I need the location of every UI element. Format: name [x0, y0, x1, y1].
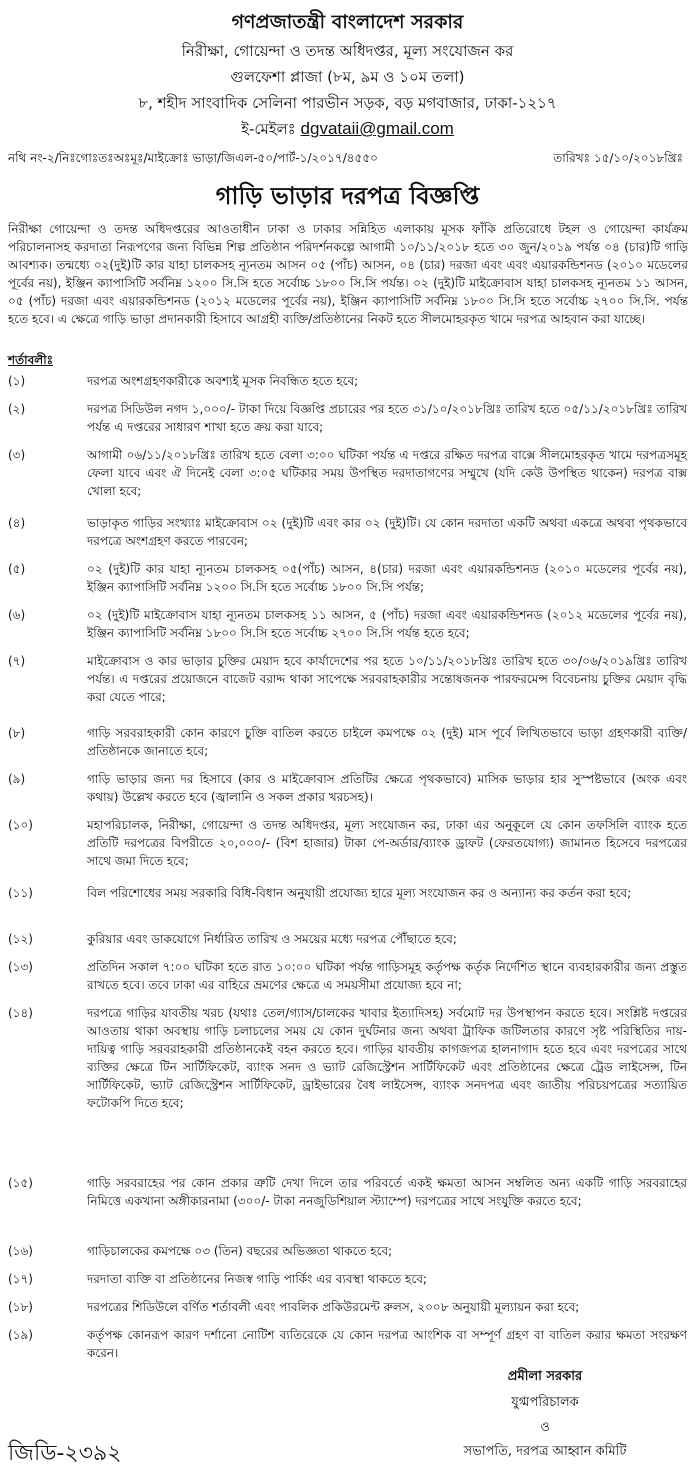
- term-number: (১৯): [8, 1328, 33, 1342]
- term-text: বিল পরিশোধের সময় সরকারি বিধি-বিধান অনুযায়ী প্রযোজ্য হারে মূল্য সংযোজন কর ও অন্যান্য কর কর্তন করা হবে;: [87, 886, 632, 900]
- term-number: (১৩): [8, 960, 33, 974]
- email-link[interactable]: dgvataii@gmail.com: [300, 119, 454, 138]
- term-number: (৭): [8, 654, 26, 668]
- term-number: (৮): [8, 726, 26, 740]
- term-number: (৬): [8, 608, 26, 622]
- term-text: দরপত্রের শিডিউলে বর্ণিত শর্তাবলী এবং পাবলিক প্রকিউরমেন্ট রুলস, ২০০৮ অনুযায়ী মূল্যায়ন করা হবে;: [87, 1300, 580, 1314]
- term-number: (১৫): [8, 1176, 33, 1190]
- term-number: (২): [8, 402, 26, 416]
- signatory-name: প্রমীলা সরকার: [507, 1369, 583, 1384]
- signatory-designation: যুগ্মপরিচালক: [511, 1395, 579, 1410]
- term-text: ভাড়াকৃত গাড়ির সংখ্যাঃ মাইক্রোবাস ০২ (দুই)টি এবং কার ০২ (দুই)টি। যে কোন দরদাতা একটি অথবা একত্রে অথবা পৃথকভাবে দরপত্রে অংশগ্রহণ করতে পারবেন;: [87, 516, 687, 548]
- term-text: দরপত্রে গাড়ির যাবতীয় খরচ (যথাঃ তেল/গ্যাস/চালকের খাবার ইত্যাদিসহ) সর্বমোট দর উপস্থাপন করতে হবে। সংশ্লিষ্ট দপ্তরের আওতায় থাকা অবস্থায় গাড়ি চলাচলের সময় যে কোন দুর্ঘটনার জন্য অথবা ট্রাফিক জটিলতার কারণে সৃষ্ট পরিস্থিতির দায়-দায়িত্ব গাড়ি সরবরাহকারী প্রতিষ্ঠানকেই বহন করতে হবে। গাড়ির যাবতীয় কাগজপত্র হালনাগাদ হতে হবে এবং দরপত্রের সাথে ব্যক্তির ক্ষেত্রে টিন সার্টিফিকেট, ব্যাংক সনদ ও ভ্যাট রেজিস্ট্রেশন সার্টিফিকেট এবং প্রতিষ্ঠানের ক্ষেত্রে ট্রেড লাইসেন্স, টিন সার্টিফিকেট, ভ্যাট রেজিস্ট্রেশন সার্টিফিকেট, ড্রাইভারের বৈধ লাইসেন্স, ব্যাংক সনদপত্র এবং জাতীয় পরিচয়পত্রের সত্যায়িত ফটোকপি দিতে হবে;: [87, 1006, 687, 1110]
- term-text: দরপত্র সিডিউল নগদ ১,০০০/- টাকা দিয়ে বিজ্ঞপ্তি প্রচারের পর হতে ৩১/১০/২০১৮খ্রিঃ তারিখ হতে ০৫/১১/২০১৮খ্রিঃ তারিখ পর্যন্ত এ দপ্তরের সাধারণ শাখা হতে ক্রয় করা যাবে;: [87, 402, 687, 434]
- term-number: (৫): [8, 562, 26, 576]
- term-number: (১১): [8, 886, 33, 900]
- term-text: আগামী ০৬/১১/২০১৮খ্রিঃ তারিখ হতে বেলা ৩:০০ ঘটিকা পর্যন্ত এ দপ্তরে রক্ষিত দরপত্র বাক্সে সীলমোহরকৃত খামে দরপত্রসমূহ ফেলা যাবে এবং ঐ দিনেই বেলা ৩:০৫ ঘটিকার সময় উপস্থিত দরদাতাগণের সম্মুখে (যদি কেউ উপস্থিত থাকেন) দরপত্র বাক্স খোলা হবে;: [87, 448, 687, 498]
- term-text: মহাপরিচালক, নিরীক্ষা, গোয়েন্দা ও তদন্ত অধিদপ্তর, মূল্য সংযোজন কর, ঢাকা এর অনুকূলে যে কোন তফসিলি ব্যাংক হতে প্রতিটি দরপত্রের বিপরীতে ২০,০০০/- (বিশ হাজার) টাকা পে-অর্ডার/ব্যাংক ড্রাফট (ফেরতযোগ্য) জামানত হিসেবে দরপত্রের সাথে জমা দিতে হবে;: [87, 818, 687, 868]
- term-text: দরদাতা ব্যক্তি বা প্রতিষ্ঠানের নিজস্ব গাড়ি পার্কিং এর ব্যবস্থা থাকতে হবে;: [87, 1272, 427, 1286]
- term-number: (১২): [8, 932, 33, 946]
- term-text: ০২ (দুই)টি মাইক্রোবাস যাহা ন্যূনতম চালকসহ ১১ আসন, ৫ (পাঁচ) দরজা এবং এয়ারকন্ডিশনড (২০১২ মডেলের পূর্বের নয়), ইঞ্জিন ক্যাপাসিটি সর্বনিম্ন ১৮০০ সি.সি হতে সর্বোচ্চ ২৭০০ সি.সি পর্যন্ত হতে হবে;: [87, 608, 687, 640]
- term-number: (১৭): [8, 1272, 33, 1286]
- term-text: প্রতিদিন সকাল ৭:০০ ঘটিকা হতে রাত ১০:০০ ঘটিকা পর্যন্ত গাড়িসমূহ কর্তৃপক্ষ কর্তৃক নির্দেশিত স্থানে ব্যবহারকারীর জন্য প্রস্তুত রাখতে হবে। তবে ঢাকা এর বাহিরে ভ্রমণের ক্ষেত্রে এ সময়সীমা প্রযোজ্য হবে না;: [87, 960, 687, 992]
- term-text: কুরিয়ার এবং ডাকযোগে নির্ধারিত তারিখ ও সময়ের মধ্যে দরপত্র পৌঁছাতে হবে;: [87, 932, 457, 946]
- header-building: গুলফেশা প্লাজা (৮ম, ৯ম ও ১০ম তলা): [230, 68, 465, 86]
- term-text: ০২ (দুই)টি কার যাহা ন্যূনতম চালকসহ ০৫(পাঁচ) আসন, ৪(চার) দরজা এবং এয়ারকন্ডিশনড (২০১০ মডেলের পূর্বের নয়), ইঞ্জিন ক্যাপাসিটি সর্বনিম্ন ১২০০ সি.সি হতে সর্বোচ্চ ১৮০০ সি.সি পর্যন্ত;: [87, 562, 687, 594]
- notice-date: তারিখঃ ১৫/১০/২০১৮খ্রিঃ: [553, 151, 683, 165]
- term-text: গাড়ি সরবরাহের পর কোন প্রকার ত্রুটি দেখা দিলে তার পরিবর্তে একই ক্ষমতা আসন সম্বলিত অন্য একটি গাড়ি সরবরাহের নিমিত্তে একখানা অঙ্গীকারনামা (৩০০/- টাকা ননজুডিশিয়াল স্ট্যাম্পে) দরপত্রের সাথে সংযুক্তি করতে হবে;: [87, 1176, 687, 1208]
- signatory-role: সভাপতি, দরপত্র আহ্বান কমিটি: [463, 1444, 627, 1459]
- term-text: দরপত্র অংশগ্রহণকারীকে অবশ্যই মূসক নিবন্ধিত হতে হবে;: [87, 374, 359, 388]
- term-number: (১৬): [8, 1244, 33, 1258]
- email-label: ই-মেইলঃ: [241, 120, 296, 138]
- notice-title: গাড়ি ভাড়ার দরপত্র বিজ্ঞপ্তি: [215, 182, 480, 210]
- gd-number: জিডি-২৩৯২: [8, 1441, 122, 1466]
- intro-paragraph: নিরীক্ষা গোয়েন্দা ও তদন্ত অধিদপ্তরের আওতাধীন ঢাকা ও ঢাকার সন্নিহিত এলাকায় মূসক ফাঁকি প্রতিরোধে টহল ও গোয়েন্দা কার্যক্রম পরিচালনাসহ করদাতা নিরূপণের জন্য বিভিন্ন শিল্প প্রতিষ্ঠান পরিদর্শনকল্পে আগামী ১০/১১/২০১৮ হতে ৩০ জুন/২০১৯ পর্যন্ত ০৪ (চার)টি গাড়ি আবশ্যক। তন্মধ্যে ০২(দুই)টি কার যাহা চালকসহ ন্যূনতম আসন ০৫ (পাঁচ) আসন, ০৪ (চার) দরজা এবং এবং এয়ারকন্ডিশনড (২০১০ মডেলের পূর্বের নয়), ইঞ্জিন ক্যাপাসিটি সর্বনিম্ন ১২০০ সি.সি হতে সর্বোচ্চ ১৮০০ সি.সি পর্যন্ত। ০২ (দুই)টি মাইক্রোবাস যাহা চালকসহ ন্যূনতম ১১ আসন, ০৫ (পাঁচ) দরজা এবং এয়ারকন্ডিশনড (২০১২ মডেলের পূর্বের নয়), ইঞ্জিন ক্যাপাসিটি সর্বনিম্ন ১৮০০ সি.সি হতে সর্বোচ্চ ২৭০০ সি.সি. পর্যন্ত হতে হবে। এ ক্ষেত্রে গাড়ি ভাড়া প্রদানকারী হিসাবে আগ্রহী ব্যক্তি/প্রতিষ্ঠানের নিকট হতে সীলমোহরকৃত খামে দরপত্র আহবান করা যাচ্ছে।: [8, 222, 688, 326]
- terms-heading: শর্তাবলীঃ: [8, 353, 54, 367]
- reference-number: নথি নং-২/নিঃগোঃতঃঅঃমূঃ/মাইক্রোঃ ভাড়া/জিএল-৫০/পার্ট-১/২০১৭/৪৫৫০: [8, 151, 378, 165]
- term-number: (৪): [8, 516, 26, 530]
- header-department: নিরীক্ষা, গোয়েন্দা ও তদন্ত অধিদপ্তর, মূল্য সংযোজন কর: [181, 42, 514, 60]
- term-text: গাড়ি ভাড়ার জন্য দর হিসাবে (কার ও মাইক্রোবাস প্রতিটির ক্ষেত্রে পৃথকভাবে) মাসিক ভাড়ার হার সুস্পষ্টভাবে (অংক এবং কথায়) উল্লেখ করতে হবে (জ্বালানি ও সকল প্রকার খরচসহ)।: [87, 772, 687, 804]
- term-number: (৩): [8, 448, 26, 462]
- term-text: মাইক্রোবাস ও কার ভাড়ার চুক্তির মেয়াদ হবে কার্যাদেশের পর হতে ১০/১১/২০১৮খ্রিঃ তারিখ হতে ৩০/০৬/২০১৯খ্রিঃ তারিখ পর্যন্ত। এ দপ্তরের প্রয়োজনে বাজেট বরাদ্দ থাকা সাপেক্ষে সরবরাহকারীর সন্তোষজনক পারফরমেন্স বিবেচনায় চুক্তির মেয়াদ বৃদ্ধি করা যেতে পারে;: [87, 654, 687, 704]
- term-number: (১): [8, 374, 26, 388]
- header-government: গণপ্রজাতন্ত্রী বাংলাদেশ সরকার: [231, 11, 464, 33]
- term-number: (১৪): [8, 1006, 33, 1020]
- signatory-conjunction: ও: [540, 1420, 550, 1435]
- header-email-line: [0, 118, 695, 143]
- term-text: গাড়ি সরবরাহকারী কোন কারণে চুক্তি বাতিল করতে চাইলে কমপক্ষে ০২ (দুই) মাস পূর্বে লিখিতভাবে ভাড়া গ্রহণকারী ব্যক্তি/প্রতিষ্ঠানকে জানাতে হবে;: [87, 726, 687, 758]
- term-text: কর্তৃপক্ষ কোনরূপ কারণ দর্শানো নোটিশ ব্যতিরেকে যে কোন দরপত্র আংশিক বা সম্পূর্ণ গ্রহণ বা বাতিল করার ক্ষমতা সংরক্ষণ করেন।: [87, 1328, 687, 1360]
- term-text: গাড়িচালকের কমপক্ষে ০৩ (তিন) বছরের অভিজ্ঞতা থাকতে হবে;: [87, 1244, 393, 1258]
- term-number: (১৮): [8, 1300, 33, 1314]
- header-address: ৮, শহীদ সাংবাদিক সেলিনা পারভীন সড়ক, বড় মগবাজার, ঢাকা-১২১৭: [138, 94, 557, 112]
- term-number: (৯): [8, 772, 26, 786]
- term-number: (১০): [8, 818, 33, 832]
